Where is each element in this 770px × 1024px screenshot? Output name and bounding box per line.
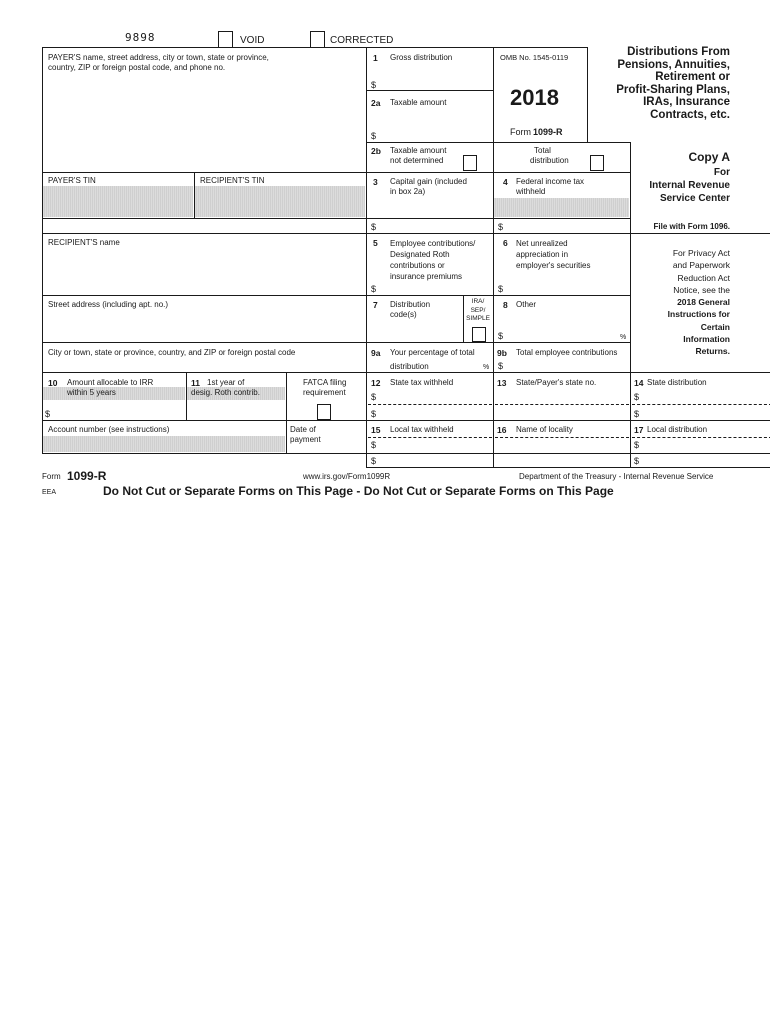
form-label-name: 1099-R <box>533 127 563 137</box>
box4-label-2: withheld <box>516 187 546 196</box>
file-with-1096: File with Form 1096. <box>653 222 730 231</box>
box15-dollar-1[interactable]: $ <box>371 440 377 450</box>
box4-number: 4 <box>503 177 508 187</box>
city-label: City or town, state or province, country, and ZIP or foreign postal code <box>48 348 296 357</box>
federal-tax-field[interactable] <box>494 198 629 217</box>
payer-name-label-1: PAYER'S name, street address, city or town, state or province, <box>48 53 269 62</box>
footer-form-prefix: Form <box>42 472 61 481</box>
box3-label-1: Capital gain (included <box>390 177 467 186</box>
box10-number: 10 <box>48 378 58 388</box>
box5-dollar[interactable]: $ <box>371 284 377 294</box>
box15-number: 15 <box>371 425 381 435</box>
box9a-label-1: Your percentage of total <box>390 348 475 357</box>
fatca-checkbox[interactable] <box>317 404 331 420</box>
box8-number: 8 <box>503 300 508 310</box>
box2a-number: 2a <box>371 98 381 108</box>
fatca-label-2: requirement <box>303 388 346 397</box>
box2b-label-1: Taxable amount <box>390 146 447 155</box>
box14-dollar-1[interactable]: $ <box>634 392 640 402</box>
box2a-dollar[interactable]: $ <box>371 131 377 141</box>
box8-percent: % <box>620 334 627 341</box>
box10-label-2: within 5 years <box>67 388 116 397</box>
box7-label-2: code(s) <box>390 310 417 319</box>
box9b-dollar[interactable]: $ <box>498 361 504 371</box>
box12-dollar-1[interactable]: $ <box>371 392 377 402</box>
box6-dollar[interactable]: $ <box>498 284 504 294</box>
date-of-payment-label-2: payment <box>290 435 321 444</box>
box4-dollar[interactable]: $ <box>498 222 504 232</box>
box17-label: Local distribution <box>647 425 708 434</box>
box17-dollar-1[interactable]: $ <box>634 440 640 450</box>
box11-label-2: desig. Roth contrib. <box>191 388 260 397</box>
box12-dollar-2[interactable]: $ <box>371 409 377 419</box>
form-code: 9898 <box>125 31 156 44</box>
box9a-percent[interactable]: % <box>483 364 490 371</box>
street-address-label: Street address (including apt. no.) <box>48 300 169 309</box>
box15-dollar-2[interactable]: $ <box>371 456 377 466</box>
box15-label: Local tax withheld <box>390 425 454 434</box>
account-number-label: Account number (see instructions) <box>48 425 170 434</box>
box2a-label: Taxable amount <box>390 98 447 107</box>
box5-label: Employee contributions/ Designated Roth contributions or insurance premiums <box>390 239 476 281</box>
box12-label: State tax withheld <box>390 378 454 387</box>
box1-number: 1 <box>373 53 378 63</box>
box9b-label: Total employee contributions <box>516 348 618 357</box>
box5-number: 5 <box>373 238 378 248</box>
ira-sep-simple-checkbox[interactable] <box>472 327 486 342</box>
void-label: VOID <box>240 35 265 46</box>
form-title: Distributions From Pensions, Annuities, Retirement or Profit-Sharing Plans, IRAs, Insurance Contracts, etc. <box>616 46 730 121</box>
box12-number: 12 <box>371 378 381 388</box>
tax-year: 2018 <box>510 85 559 110</box>
payer-name-label-2: country, ZIP or foreign postal code, and phone no. <box>48 63 226 72</box>
box7-number: 7 <box>373 300 378 310</box>
recipient-name-label: RECIPIENT'S name <box>48 238 120 247</box>
footer-irs-url[interactable]: www.irs.gov/Form1099R <box>303 472 391 481</box>
taxable-not-determined-checkbox[interactable] <box>463 155 477 171</box>
void-checkbox[interactable] <box>218 31 233 48</box>
footer-form-name: 1099-R <box>67 469 107 483</box>
box17-dollar-2[interactable]: $ <box>634 456 640 466</box>
total-distribution-checkbox[interactable] <box>590 155 604 171</box>
box3-dollar[interactable]: $ <box>371 222 377 232</box>
box14-dollar-2[interactable]: $ <box>634 409 640 419</box>
box9a-number: 9a <box>371 348 381 358</box>
box8-dollar[interactable]: $ <box>498 331 504 341</box>
footer-eea: EEA <box>42 489 57 496</box>
ira-sep-simple-label: IRA/ SEP/ SIMPLE <box>466 298 490 322</box>
total-distribution-label-1: Total <box>534 146 551 155</box>
box11-label-1: 1st year of <box>207 378 245 387</box>
box13-number: 13 <box>497 378 507 388</box>
box4-label-1: Federal income tax <box>516 177 585 186</box>
box1-dollar[interactable]: $ <box>371 80 377 90</box>
box14-label: State distribution <box>647 378 707 387</box>
box2b-number: 2b <box>371 146 381 156</box>
box6-label: Net unrealized appreciation in employer's securities <box>516 239 591 270</box>
box1-label: Gross distribution <box>390 53 453 62</box>
box11-number: 11 <box>191 378 200 388</box>
box10-dollar[interactable]: $ <box>45 409 51 419</box>
footer-department: Department of the Treasury - Internal Revenue Service <box>519 472 714 481</box>
payer-tin-field[interactable] <box>43 186 193 217</box>
privacy-notice: For Privacy Act and Paperwork Reduction Act Notice, see the 2018 General Instructions for Certain Information Returns. <box>667 248 730 357</box>
corrected-label: CORRECTED <box>330 35 394 46</box>
box10-label-1: Amount allocable to IRR <box>67 378 154 387</box>
fatca-label-1: FATCA filing <box>303 378 347 387</box>
copy-a-for: For Internal Revenue Service Center <box>649 167 730 204</box>
recipient-tin-label: RECIPIENT'S TIN <box>200 176 265 185</box>
box16-label: Name of locality <box>516 425 573 434</box>
payer-tin-label: PAYER'S TIN <box>48 176 96 185</box>
box2b-label-2: not determined <box>390 156 444 165</box>
box13-label: State/Payer's state no. <box>516 378 597 387</box>
do-not-cut-notice: Do Not Cut or Separate Forms on This Page - Do Not Cut or Separate Forms on This Page <box>103 484 614 498</box>
box6-number: 6 <box>503 238 508 248</box>
corrected-checkbox[interactable] <box>310 31 325 48</box>
box14-number: 14 <box>634 378 644 388</box>
box9b-number: 9b <box>497 348 507 358</box>
account-number-field[interactable] <box>43 436 285 452</box>
omb-number: OMB No. 1545-0119 <box>500 53 569 62</box>
date-of-payment-label-1: Date of <box>290 425 316 434</box>
box8-label: Other <box>516 300 537 309</box>
form-label-prefix: Form <box>510 127 531 137</box>
box3-label-2: in box 2a) <box>390 187 426 196</box>
box7-label-1: Distribution <box>390 300 431 309</box>
box17-number: 17 <box>634 425 644 435</box>
total-distribution-label-2: distribution <box>530 156 569 165</box>
box3-number: 3 <box>373 177 378 187</box>
copy-a-title: Copy A <box>688 150 730 164</box>
box16-number: 16 <box>497 425 507 435</box>
recipient-tin-field[interactable] <box>195 186 365 217</box>
box9a-label-2: distribution <box>390 362 429 371</box>
